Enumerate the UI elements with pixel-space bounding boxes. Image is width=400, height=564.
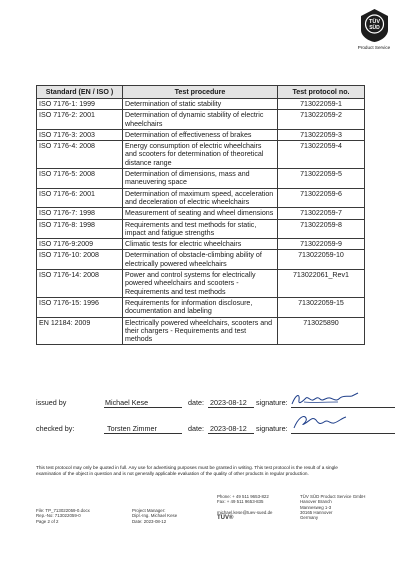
procedure-cell: Determination of static stability	[123, 99, 278, 110]
checked-date: 2023-08-12	[210, 424, 247, 433]
test-protocol-table	[36, 85, 365, 345]
standard-cell: ISO 7176-14: 2008	[37, 270, 123, 298]
standard-cell: ISO 7176-1: 1999	[37, 99, 123, 110]
footer-tuv-mark: TÜV®	[217, 514, 234, 521]
protocol-cell: 713022059-7	[278, 208, 365, 219]
logo-caption: Product Service	[357, 45, 391, 50]
procedure-cell: Measurement of seating and wheel dimensions	[123, 208, 278, 219]
procedure-cell: Determination of maximum speed, acceleration and deceleration of electric wheelchairs	[123, 188, 278, 208]
issued-date-label: date:	[188, 398, 204, 407]
footer-manager-name: Dipl.-Ing. Michael Kese	[132, 513, 178, 519]
footer-email: michael.kese@tuev-sued.de	[217, 509, 273, 515]
protocol-cell: 713022059-2	[278, 110, 365, 130]
protocol-cell: 713022061_Rev1	[278, 270, 365, 298]
procedure-cell: Determination of dimensions, mass and maneuvering space	[123, 169, 278, 189]
protocol-cell: 713022059-1	[278, 99, 365, 110]
protocol-cell: 713022059-8	[278, 219, 365, 239]
table-header-row	[37, 86, 365, 99]
table-row	[37, 239, 365, 250]
procedure-cell: Determination of effectiveness of brakes	[123, 129, 278, 140]
disclaimer-text: This test protocol may only be quoted in full. Any use for advertising purposes must be granted in writing. This test protocol is the result of a single examination of the object in question and is not generally applicable evaluation of the quality of other products in regular production.	[36, 465, 338, 476]
procedure-cell: Electrically powered wheelchairs, scooters and their chargers - Requirements and test methods	[123, 317, 278, 345]
procedure-cell: Climatic tests for electric wheelchairs	[123, 239, 278, 250]
table-row	[37, 219, 365, 239]
table-row	[37, 270, 365, 298]
procedure-cell: Energy consumption of electric wheelchairs and scooters for determination of theoretical distance range	[123, 141, 278, 169]
footer-company-city: 30165 Hannover	[300, 509, 333, 515]
procedure-cell: Determination of dynamic stability of electric wheelchairs	[123, 110, 278, 130]
checked-date-label: date:	[188, 424, 204, 433]
footer-phone: Phone: + 49 511 9653-822	[217, 494, 269, 499]
standard-cell: ISO 7176-10: 2008	[37, 250, 123, 270]
standard-cell: ISO 7176-4: 2008	[37, 141, 123, 169]
footer-company-country: Germany	[300, 515, 319, 521]
footer-file-info	[36, 508, 90, 524]
protocol-cell: 713022059-10	[278, 250, 365, 270]
footer-company-address	[300, 494, 365, 520]
protocol-cell: 713022059-4	[278, 141, 365, 169]
checked-by-name: Torsten Zimmer	[107, 424, 157, 433]
table-row	[37, 129, 365, 140]
svg-text:TÜV: TÜV	[368, 19, 380, 25]
procedure-cell: Requirements for information disclosure, documentation and labeling	[123, 297, 278, 317]
tuv-sud-logo	[352, 8, 396, 50]
standard-cell: ISO 7176-9:2009	[37, 239, 123, 250]
column-header-procedure: Test procedure	[123, 86, 278, 99]
footer-company-street: Mannesweg 1-3	[300, 504, 332, 510]
footer-manager-date: Date: 2023-08-12	[132, 518, 167, 524]
issued-by-label: issued by	[36, 398, 67, 407]
footer-report-number: Rep.-No: 713022059-0	[36, 513, 81, 519]
procedure-cell: Requirements and test methods for static, impact and fatigue strengths	[123, 219, 278, 239]
protocol-cell: 713022059-3	[278, 129, 365, 140]
table-row	[37, 99, 365, 110]
table-row	[37, 297, 365, 317]
footer-file-name: File: TP_713022059-0.docx	[36, 508, 90, 513]
checked-signature-image	[290, 412, 356, 432]
standard-cell: ISO 7176-7: 1998	[37, 208, 123, 219]
table-row	[37, 208, 365, 219]
standard-cell: ISO 7176-6: 2001	[37, 188, 123, 208]
table-row	[37, 141, 365, 169]
column-header-protocol: Test protocol no.	[278, 86, 365, 99]
footer-project-manager	[132, 508, 177, 524]
protocol-cell: 713022059-9	[278, 239, 365, 250]
protocol-cell: 713022059-6	[278, 188, 365, 208]
checked-by-label: checked by:	[36, 424, 75, 433]
column-header-standard: Standard (EN / ISO )	[37, 86, 123, 99]
footer-page-number: Page 2 of 2	[36, 518, 59, 524]
standard-cell: ISO 7176-15: 1996	[37, 297, 123, 317]
standard-cell: ISO 7176-3: 2003	[37, 129, 123, 140]
standard-cell: ISO 7176-2: 2001	[37, 110, 123, 130]
standard-cell: ISO 7176-8: 1998	[37, 219, 123, 239]
issued-signature-label: signature:	[256, 398, 288, 407]
issued-by-name: Michael Kese	[105, 398, 149, 407]
procedure-cell: Determination of obstacle-climbing ability of electrically powered wheelchairs	[123, 250, 278, 270]
issued-date: 2023-08-12	[210, 398, 247, 407]
footer-manager-label: Project Manager:	[132, 508, 166, 513]
standard-cell: EN 12184: 2009	[37, 317, 123, 345]
table-row	[37, 188, 365, 208]
footer-company-name: TÜV SÜD Product Service GmbH	[300, 494, 366, 499]
table-row	[37, 169, 365, 189]
issued-signature-image	[290, 390, 360, 408]
procedure-cell: Power and control systems for electrically powered wheelchairs and scooters - Requirements and test methods	[123, 270, 278, 298]
protocol-cell: 713022059-5	[278, 169, 365, 189]
table-row	[37, 317, 365, 345]
footer-fax: Fax: + 49 511 9653-835	[217, 499, 264, 505]
tuv-badge-icon	[359, 8, 390, 43]
protocol-cell: 713022059-15	[278, 297, 365, 317]
svg-text:SÜD: SÜD	[368, 25, 380, 31]
footer-contact	[217, 494, 272, 521]
protocol-cell: 713025890	[278, 317, 365, 345]
footer-company-branch: Hanover Branch	[300, 499, 332, 505]
checked-signature-label: signature:	[256, 424, 288, 433]
table-row	[37, 110, 365, 130]
standard-cell: ISO 7176-5: 2008	[37, 169, 123, 189]
table-row	[37, 250, 365, 270]
